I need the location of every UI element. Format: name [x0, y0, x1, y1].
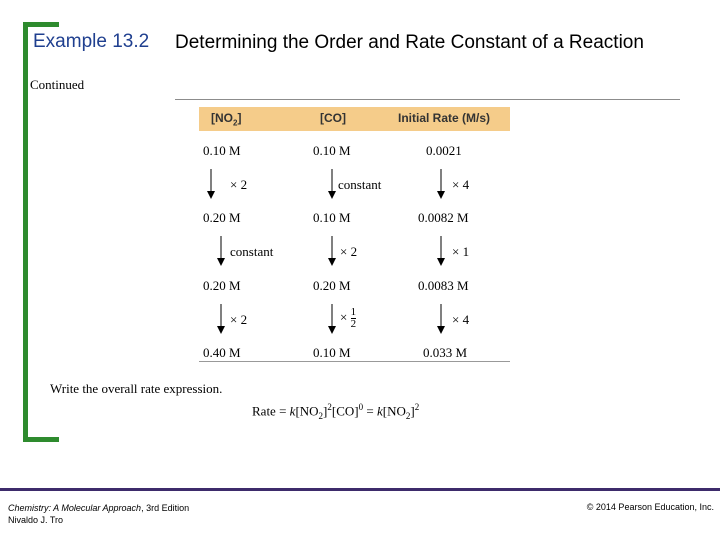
subtitle: Continued [30, 77, 85, 92]
change-co-2: × 2 [340, 244, 358, 259]
book-edition: , 3rd Edition [141, 503, 190, 513]
footer-divider [0, 488, 720, 491]
header-co: [CO] [320, 111, 346, 125]
change-rate-2: × 1 [452, 244, 470, 259]
cell-no2-2: 0.20 M [203, 210, 241, 225]
arrow-down-icon [216, 236, 226, 266]
change-co-3: × $\frac{1}{2}$ [340, 306, 357, 330]
cell-co-2: 0.10 M [313, 210, 351, 225]
table-header [199, 107, 510, 131]
cell-no2-1: 0.10 M [203, 143, 241, 158]
arrow-down-icon [327, 236, 337, 266]
change-rate-1: × 4 [452, 177, 470, 192]
change-co-1: constant [338, 177, 382, 192]
example-number: Example 13.2 [33, 31, 150, 52]
cell-rate-4: 0.033 M [423, 345, 468, 360]
header-initial-rate: Initial Rate (M/s) [398, 111, 491, 125]
arrow-down-icon [216, 304, 226, 334]
cell-rate-1: 0.0021 [426, 143, 462, 158]
change-no2-2: constant [230, 244, 274, 259]
bracket-left [23, 22, 28, 442]
cell-co-3: 0.20 M [313, 278, 351, 293]
cell-co-1: 0.10 M [313, 143, 351, 158]
arrow-down-icon [327, 304, 337, 334]
title-divider [175, 99, 680, 100]
table-bottom-rule [199, 361, 510, 362]
page-title: Determining the Order and Rate Constant of a Reaction [175, 32, 644, 53]
cell-co-4: 0.10 M [313, 345, 351, 360]
header-no2: $[NO_2]$ [211, 111, 242, 128]
cell-rate-2: 0.0082 M [418, 210, 469, 225]
arrow-down-icon [436, 236, 446, 266]
change-no2-3: × 2 [230, 312, 248, 327]
change-no2-1: × 2 [230, 177, 248, 192]
rate-equation: Rate = $k[NO_2]^2[CO]^0 = k[NO_2]^2$ [252, 402, 420, 421]
arrow-down-icon [327, 169, 337, 199]
arrow-down-icon [206, 169, 216, 199]
arrow-down-icon [436, 304, 446, 334]
copyright: © 2014 Pearson Education, Inc. [586, 502, 714, 512]
book-author: Nivaldo J. Tro [8, 515, 64, 525]
bracket-bottom [23, 437, 59, 442]
cell-no2-3: 0.20 M [203, 278, 241, 293]
book-title: Chemistry: A Molecular Approach [8, 503, 142, 513]
cell-no2-4: 0.40 M [203, 345, 241, 360]
arrow-down-icon [436, 169, 446, 199]
instruction-text: Write the overall rate expression. [50, 381, 223, 396]
change-rate-3: × 4 [452, 312, 470, 327]
footer-citation [8, 502, 189, 526]
rate-data-table [199, 107, 510, 363]
bracket-top [23, 22, 59, 27]
cell-rate-3: 0.0083 M [418, 278, 469, 293]
